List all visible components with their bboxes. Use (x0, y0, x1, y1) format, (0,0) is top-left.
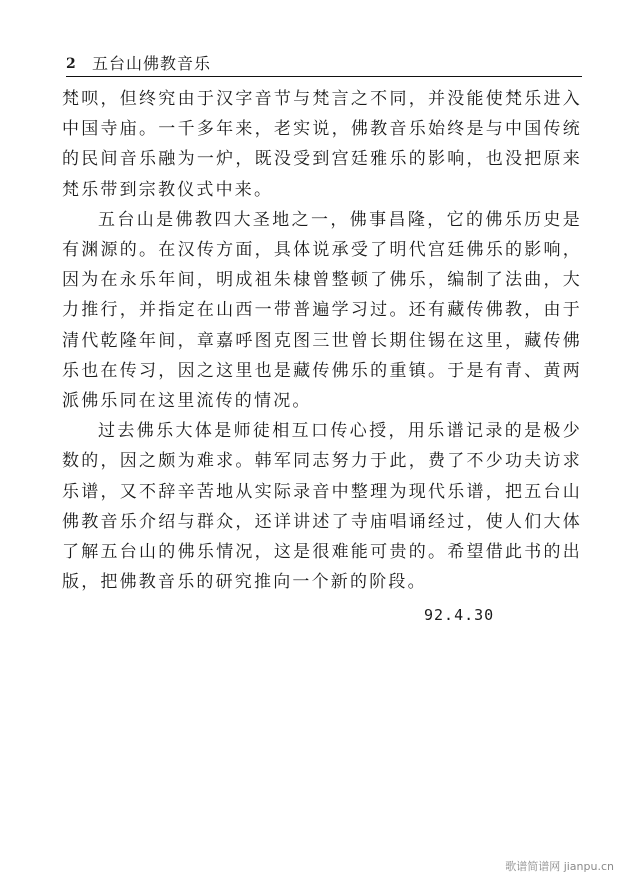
page-header (66, 52, 582, 76)
page-number: 2 (66, 56, 76, 72)
paragraph-3: 过去佛乐大体是师徒相互口传心授，用乐谱记录的是极少数的，因之颇为难求。韩军同志努力于此，费了不少功夫访求乐谱，又不辞辛苦地从实际录音中整理为现代乐谱，把五台山佛教音乐介绍与群众，还详讲述了寺庙唱诵经过，使人们大体了解五台山的佛乐情况，这是很难能可贵的。希望借此书的出版，把佛教音乐的研究推向一个新的阶段。 (62, 421, 582, 593)
watermark: 歌谱简谱网 jianpu.cn (505, 860, 614, 873)
date: 92.4.30 (424, 606, 495, 624)
header-rule (66, 76, 582, 77)
body-text (62, 84, 582, 597)
paragraph-1: 梵呗，但终究由于汉字音节与梵言之不同，并没能使梵乐进入中国寺庙。一千多年来，老实说，佛教音乐始终是与中国传统的民间音乐融为一炉，既没受到宫廷雅乐的影响，也没把原来梵乐带到宗教仪式中来。 (62, 89, 582, 200)
paragraph-2: 五台山是佛教四大圣地之一，佛事昌隆，它的佛乐历史是有渊源的。在汉传方面，具体说承受了明代宫廷佛乐的影响，因为在永乐年间，明成祖朱棣曾整顿了佛乐，编制了法曲，大力推行，并指定在山西一带普遍学习过。还有藏传佛教，由于清代乾隆年间，章嘉呼图克图三世曾长期住锡在这里，藏传佛乐也在传习，因之这里也是藏传佛乐的重镇。于是有青、黄两派佛乐同在这里流传的情况。 (62, 209, 582, 412)
running-title: 五台山佛教音乐 (92, 54, 212, 73)
